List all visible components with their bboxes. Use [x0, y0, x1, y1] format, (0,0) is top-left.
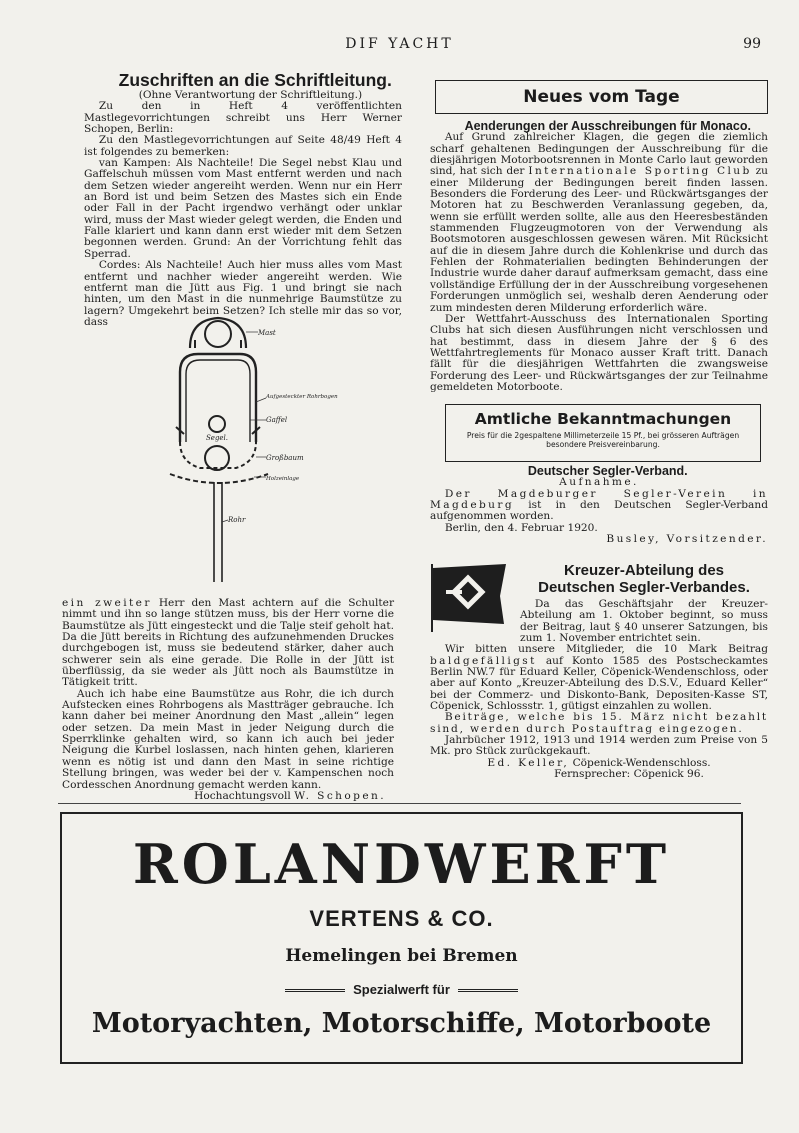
letter-text: Herr den Mast achtern auf die Schulter nimmt und ihn so lange stützen muss, bis der Herr vorne die Baumstütze als Jütt eingesteckt und die Talje steif geholt hat. Da die Jütt bereits in Richtung des aufzunehmenden Druckes durchgebogen ist, muss sie bedeutend stärker, daher auch schwerer sein als eine gerade. Die Rolle in der Jütt ist überflüssig, da sie weder als Jütt noch als Baumstütze in Tätigkeit tritt.	[62, 597, 395, 689]
spaced-text: ein zweiter	[62, 597, 152, 609]
figure-label-gaffel: Gaffel	[266, 416, 288, 424]
ad-special-line: Spezialwerft für	[62, 982, 741, 997]
page-number: 99	[743, 36, 761, 52]
figure-label-baum: Großbaum	[266, 454, 304, 462]
kreuzer-signature: Ed. Keller, Cöpenick-Wendenschloss.	[487, 756, 711, 769]
letter-paragraph	[62, 598, 394, 689]
notices-price-line: besondere Preisvereinbarung.	[546, 440, 660, 449]
signer: W. Schopen.	[294, 789, 386, 802]
signoff: Hochachtungsvoll	[194, 789, 291, 802]
kreuzer-paragraph: Jahrbücher 1912, 1913 und 1914 werden zum Preise von 5 Mk. pro Stück zurückgekauft.	[430, 734, 768, 758]
dsv-date: Berlin, den 4. Februar 1920.	[444, 521, 598, 534]
figure-label-segel: Segel.	[206, 434, 229, 442]
letter-paragraph: Cordes: Als Nachteile! Auch hier muss alles vom Mast entfernt und nachher wieder angereiht werden. Wie entfernt man die Jütt aus Fig. 1 und bringt sie nach hinten, um den Mast in die nunmehrige Baumstütze zu lagern? Umgekehrt beim Setzen? Ich stelle mir das so vor, dass	[84, 259, 402, 328]
letters-section	[84, 70, 402, 328]
news-header: Neues vom Tage	[523, 87, 680, 107]
spaced-text: Internationale Sporting Club	[528, 165, 752, 178]
monaco-paragraph: Der Wettfahrt-Ausschuss des Internationalen Sporting Clubs hat sich diesen Ausführungen nicht verschlossen und hat bestimmt, dass in diesem Jahre der § 6 des Wettfahrtreglements für Monaco ausser Kraft tritt. Danach fällt für die diesjährigen Wettfahrten die zwangsweise Forderung des Leer- und Rückwärtsganges der zur Teilnahme gemeldeten Motorboote.	[430, 312, 768, 393]
letter-paragraph: Zu den Mastlegevorrichtungen auf Seite 48/49 Heft 4 ist folgendes zu bemerken:	[84, 134, 402, 158]
kreuzer-paragraph: Wir bitten unsere Mitglieder, die 10 Mark Beitrag baldgefälligst auf Konto 1585 des Postscheckamtes Berlin NW.7 für Eduard Keller, Cöpenick-Wendenschloss, oder aber auf Konto „Kreuzer-Abteilung des D.S.V., Eduard Keller“ bei der Commerz- und Diskonto-Bank, Depositen-Kasse ST, Cöpenick, Schlossstr. 1, gütigst einzahlen zu wollen.	[430, 643, 768, 713]
notices-header-box	[445, 404, 761, 462]
mast-circle	[205, 321, 231, 347]
letter-signature	[62, 791, 386, 802]
ad-products: Motoryachten, Motorschiffe, Motorboote	[91, 1008, 712, 1039]
news-header-box	[435, 80, 768, 114]
kreuzer-section	[430, 562, 768, 781]
kreuzer-title: Kreuzer-Abteilung des Deutschen Segler-Verbandes.	[538, 562, 750, 596]
letters-title: Zuschriften an die Schriftleitung.	[118, 70, 392, 90]
ad-company-name: ROLANDWERFT	[132, 832, 671, 896]
dsv-chair: Busley, Vorsitzender.	[606, 533, 768, 546]
monaco-paragraph: Auf Grund zahlreicher Klagen, die gegen die ziemlich scharf gehaltenen Bedingungen der Ausschreibung für die diesjährigen Motorbootsrennen in Monte Carlo laut geworden sind, hat sich der Internationale Sporting Club zu einer Milderung der Bedingungen bereit finden lassen. Besonders die Forderung des Leer- und Rückwärtsganges der Motoren hat zu Beschwerden Veranlassung gegeben, da, wenn sie erfüllt werden sollte, alle aus den Heeresbeständen stammenden Flugzeugmotoren von der Verwendung als Bootsmotoren ausgeschlossen gewesen wären. Mit Rücksicht auf die in diesem Jahre durch die Kohlenkrise und durch das Fehlen der Rohmaterialien bedingten Behinderungen der Industrie wurde daher darauf aufmerksam gemacht, dass eine vollständige Erfüllung der in der Ausschreibung vorgesehenen Forderungen unmöglich sei, weshalb deren Aenderung oder zum mindesten deren Milderung erforderlich wäre.	[430, 131, 768, 314]
letter-paragraph: van Kampen: Als Nachteile! Die Segel nebst Klau und Gaffelschuh müssen vom Mast entfernt werden und nach dem Setzen wieder angereiht werden. Wenn nur ein Herr an Bord ist und beim Setzen des Mastes sich ein Ende oder Fall in der Pacht irgendwo verhängt oder unklar wird, muss der Mast wieder gelegt werden, die Enden und Falle klariert und kann dann erst wieder mit dem Setzen begonnen werden. Grund: An der Vorrichtung fehlt das Sperrad.	[84, 157, 402, 260]
running-title: DIF YACHT	[345, 36, 454, 52]
ad-firm: VERTENS & CO.	[309, 906, 494, 931]
figure-label-rohr: Rohr	[228, 516, 246, 524]
dsv-section	[430, 466, 768, 545]
monaco-section	[430, 121, 768, 393]
spaced-text: Der Magdeburger Segler-Verein in Magdeburg	[430, 487, 768, 512]
letters-subtitle: (Ohne Verantwortung der Schriftleitung.)	[138, 89, 363, 101]
letter-paragraph: Auch ich habe eine Baumstütze aus Rohr, die ich durch Aufstecken eines Rohrbogens als Mastträger gebrauche. Ich kann daher bei meiner Anordnung den Mast „allein“ legen oder setzen. Da mein Mast in jeder Neigung durch die Sperrklinke gehalten wird, so kann ich auch bei jeder Neigung die Kurbel loslassen, nach hinten gehen, klarieren wenn es nötig ist und dann den Mast in seine richtige Stellung bringen, was weder bei der v. Kampenschen noch Cordesschen Anordnung gemacht werden kann.	[62, 687, 394, 791]
ad-location: Hemelingen bei Bremen	[285, 946, 518, 966]
kreuzer-paragraph: Da das Geschäftsjahr der Kreuzer-Abteilung am 1. Oktober beginnt, so muss der Beitrag, laut § 40 unserer Satzungen, bis zum 1. November entrichtet sein.	[520, 598, 768, 645]
aufnahme-heading: Aufnahme.	[559, 476, 639, 489]
divider	[58, 803, 741, 804]
letter-continued	[62, 598, 394, 802]
letter-intro: Zu den in Heft 4 veröffentlichten Mastlegevorrichtungen schreibt uns Herr Werner Schopen, Berlin:	[84, 100, 402, 136]
figure-label-mast: Mast	[258, 329, 276, 337]
kreuzer-phone: Fernsprecher: Cöpenick 96.	[554, 768, 704, 781]
spaced-text: baldgefälligst	[430, 654, 537, 667]
monaco-title: Aenderungen der Ausschreibungen für Monaco.	[464, 119, 751, 133]
dsv-title: Deutscher Segler-Verband.	[527, 464, 688, 478]
rolandwerft-advertisement	[60, 812, 743, 1064]
figure-label-kimm: Holzeinlage	[266, 476, 300, 482]
figure-label-bend: Aufgesteckter Rohrbogen	[266, 394, 338, 400]
notices-header: Amtliche Bekanntmachungen	[474, 410, 732, 428]
notices-price-line: Preis für die 2gespaltene Millimeterzeile 15 Pf., bei grösseren Aufträgen	[466, 431, 740, 440]
mast-device-figure	[150, 312, 338, 592]
dsv-paragraph: Der Magdeburger Segler-Verein in Magdeburg ist in den Deutschen Segler-Verband aufgenommen worden.	[430, 487, 768, 523]
kreuzer-paragraph: Beiträge, welche bis 15. März nicht bezahlt sind, werden durch Postauftrag eingezogen.	[430, 711, 768, 735]
